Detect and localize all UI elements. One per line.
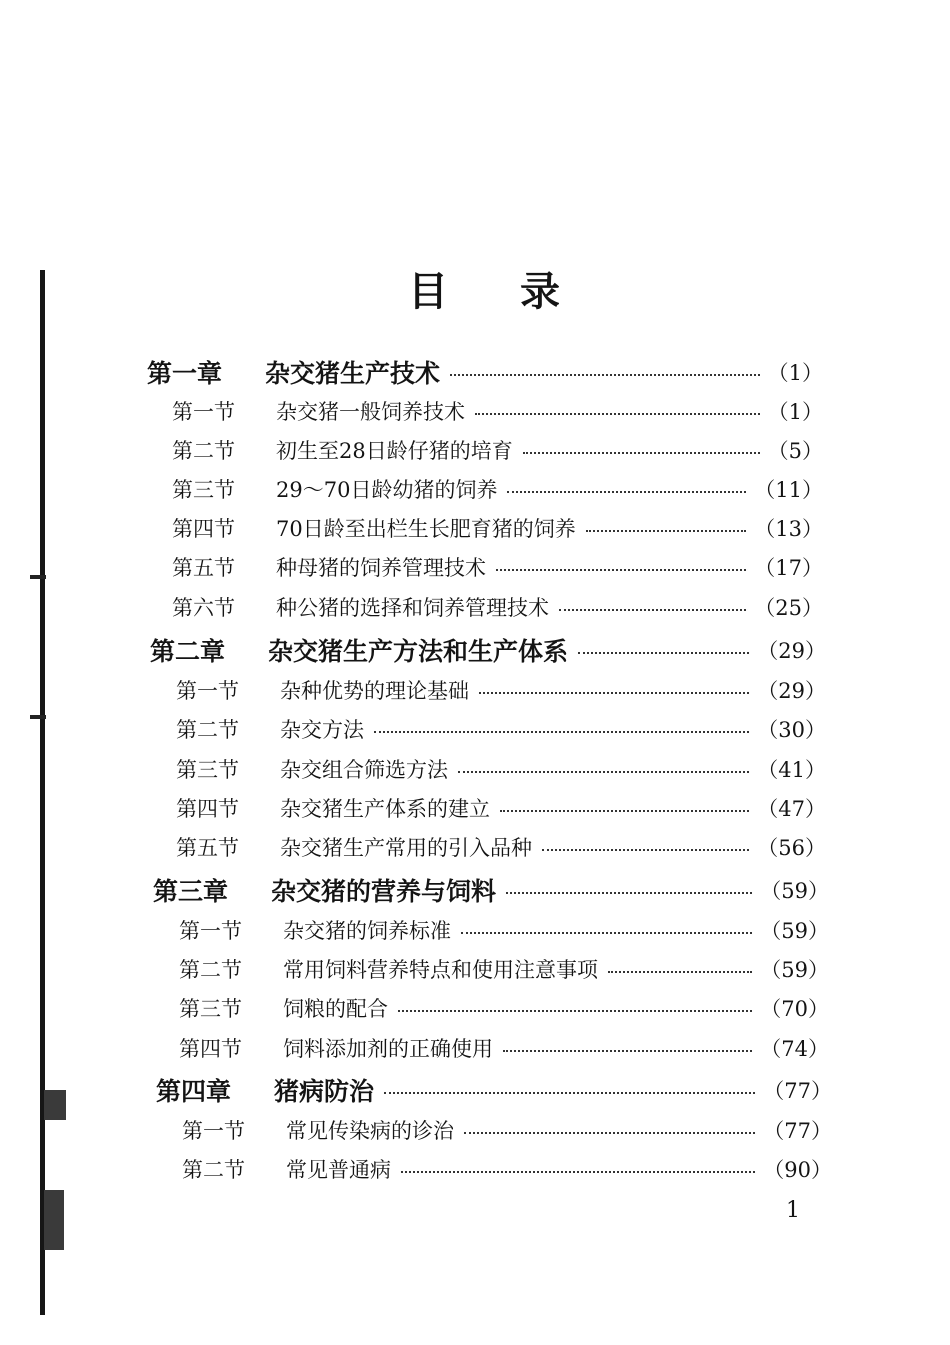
binding-tick [44, 1190, 64, 1250]
binding-edge [40, 270, 45, 1315]
binding-tick [44, 1090, 66, 1120]
page-ref: （90） [763, 1158, 832, 1182]
section-title: 常用饲料营养特点和使用注意事项 [283, 958, 598, 982]
page-ref: （25） [754, 596, 823, 620]
dot-leader [503, 1050, 752, 1052]
section-label: 第一节 [176, 679, 239, 703]
chapter-label: 第一章 [147, 359, 223, 388]
page-ref: （30） [757, 718, 826, 742]
dot-leader [578, 652, 749, 654]
dot-leader [458, 771, 749, 773]
page-ref: （41） [757, 758, 826, 782]
page-ref: （13） [754, 517, 823, 541]
section-label: 第二节 [182, 1158, 245, 1182]
section-title: 常见普通病 [286, 1158, 391, 1182]
section-title: 杂种优势的理论基础 [280, 679, 469, 703]
section-label: 第二节 [176, 718, 239, 742]
toc-section[interactable] [172, 589, 823, 625]
toc-section[interactable] [182, 1112, 832, 1148]
toc-title [0, 260, 950, 320]
binding-tick [30, 715, 46, 719]
dot-leader [523, 452, 760, 454]
toc-section[interactable] [176, 790, 826, 826]
section-title: 初生至28日龄仔猪的培育 [276, 439, 513, 463]
section-label: 第五节 [172, 556, 235, 580]
dot-leader [450, 374, 760, 376]
toc-chapter[interactable] [153, 872, 829, 908]
section-label: 第一节 [182, 1119, 245, 1143]
dot-leader [542, 849, 749, 851]
dot-leader [384, 1092, 755, 1094]
section-title: 种母猪的饲养管理技术 [276, 556, 486, 580]
chapter-label: 第二章 [150, 637, 226, 666]
section-title: 杂交猪生产常用的引入品种 [280, 836, 532, 860]
chapter-title: 杂交猪生产技术 [265, 359, 441, 388]
toc-section[interactable] [182, 1151, 832, 1187]
section-title: 杂交猪一般饲养技术 [276, 400, 465, 424]
page-ref: （17） [754, 556, 823, 580]
chapter-title: 杂交猪的营养与饲料 [271, 877, 497, 906]
section-title: 常见传染病的诊治 [286, 1119, 454, 1143]
toc-section[interactable] [179, 951, 829, 987]
chapter-label: 第三章 [153, 877, 229, 906]
dot-leader [507, 491, 746, 493]
toc-section[interactable] [176, 751, 826, 787]
section-label: 第五节 [176, 836, 239, 860]
toc-section[interactable] [172, 549, 823, 585]
section-title: 杂交组合筛选方法 [280, 758, 448, 782]
toc-title-right: 录 [520, 269, 560, 315]
section-label: 第一节 [179, 919, 242, 943]
page-ref: （29） [757, 639, 826, 663]
section-label: 第三节 [176, 758, 239, 782]
page-ref: （5） [767, 439, 823, 463]
section-label: 第三节 [179, 997, 242, 1021]
section-label: 第四节 [179, 1037, 242, 1061]
dot-leader [496, 569, 746, 571]
page-ref: （29） [757, 679, 826, 703]
page-ref: （59） [760, 958, 829, 982]
dot-leader [461, 932, 752, 934]
section-label: 第四节 [176, 797, 239, 821]
dot-leader [608, 971, 752, 973]
dot-leader [398, 1010, 752, 1012]
section-label: 第二节 [172, 439, 235, 463]
section-title: 杂交猪的饲养标准 [283, 919, 451, 943]
section-label: 第一节 [172, 400, 235, 424]
toc-section[interactable] [172, 393, 823, 429]
toc-section[interactable] [176, 672, 826, 708]
dot-leader [401, 1171, 755, 1173]
page-ref: （1） [767, 400, 823, 424]
section-title: 杂交方法 [280, 718, 364, 742]
toc-section[interactable] [172, 471, 823, 507]
section-label: 第六节 [172, 596, 235, 620]
toc-section[interactable] [176, 711, 826, 747]
dot-leader [479, 692, 749, 694]
dot-leader [506, 892, 752, 894]
dot-leader [559, 609, 746, 611]
dot-leader [464, 1132, 755, 1134]
page-ref: （77） [763, 1119, 832, 1143]
section-title: 种公猪的选择和饲养管理技术 [276, 596, 549, 620]
page-ref: （70） [760, 997, 829, 1021]
page-ref: （11） [754, 478, 823, 502]
toc-chapter[interactable] [156, 1072, 832, 1108]
dot-leader [500, 810, 749, 812]
section-title: 29～70日龄幼猪的饲养 [276, 478, 498, 502]
section-title: 饲粮的配合 [283, 997, 388, 1021]
page-ref: （1） [767, 361, 823, 385]
chapter-title: 猪病防治 [274, 1077, 375, 1106]
toc-section[interactable] [172, 432, 823, 468]
toc-section[interactable] [179, 990, 829, 1026]
section-title: 杂交猪生产体系的建立 [280, 797, 490, 821]
chapter-label: 第四章 [156, 1077, 232, 1106]
page-ref: （56） [757, 836, 826, 860]
page-number: 1 [786, 1198, 800, 1223]
dot-leader [374, 731, 749, 733]
toc-chapter[interactable] [147, 354, 823, 390]
toc-chapter[interactable] [150, 632, 826, 668]
section-label: 第三节 [172, 478, 235, 502]
page-ref: （77） [763, 1079, 832, 1103]
section-label: 第四节 [172, 517, 235, 541]
toc-section[interactable] [176, 829, 826, 865]
page-ref: （59） [760, 919, 829, 943]
section-label: 第二节 [179, 958, 242, 982]
toc-title-left: 目 [408, 269, 448, 315]
toc-section[interactable] [179, 912, 829, 948]
section-title: 饲料添加剂的正确使用 [283, 1037, 493, 1061]
section-title: 70日龄至出栏生长肥育猪的饲养 [276, 517, 576, 541]
page-ref: （47） [757, 797, 826, 821]
dot-leader [586, 530, 747, 532]
chapter-title: 杂交猪生产方法和生产体系 [268, 637, 569, 666]
toc-section[interactable] [172, 510, 823, 546]
toc-section[interactable] [179, 1030, 829, 1066]
page-ref: （59） [760, 879, 829, 903]
page-ref: （74） [760, 1037, 829, 1061]
dot-leader [475, 413, 760, 415]
binding-tick [30, 575, 46, 579]
